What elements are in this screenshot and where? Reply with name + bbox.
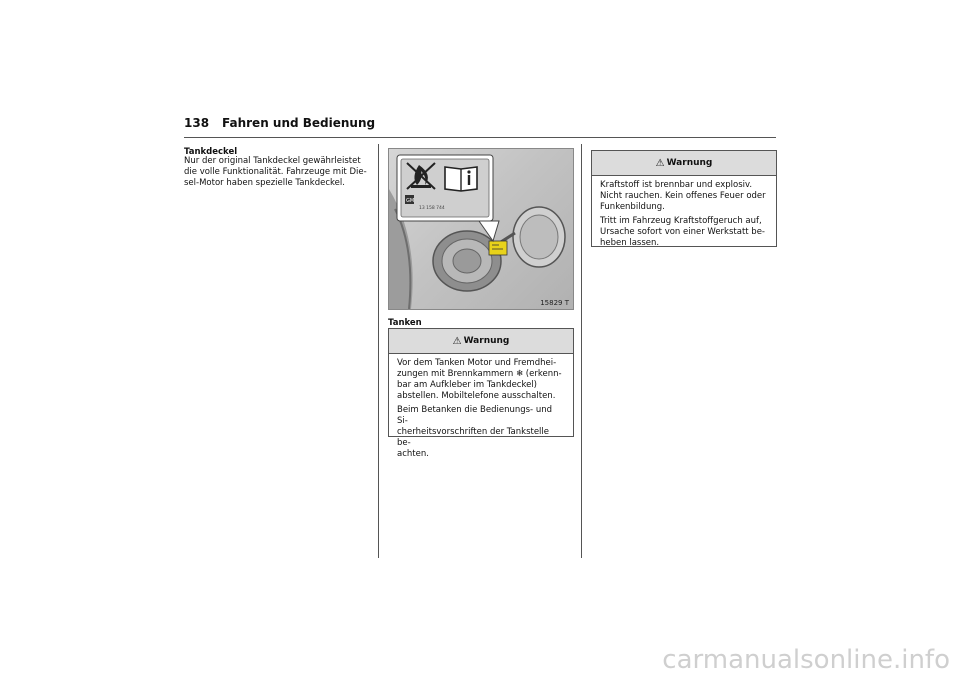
warning-paragraph [397, 358, 565, 402]
warning-heading: Warnung [666, 158, 713, 168]
gm-logo-text: GM [406, 198, 415, 204]
warning-paragraph [600, 180, 768, 213]
text-line: Nicht rauchen. Kein offenes Feuer oder [600, 191, 766, 201]
refuelling-warning-box [388, 328, 574, 459]
page-number: 138 [184, 116, 210, 130]
warning-sticker [489, 241, 507, 255]
warning-body [592, 176, 776, 253]
warning-triangle-icon: ⚠ [655, 157, 665, 169]
text-line: abstellen. Mobiltelefone ausschalten. [397, 391, 556, 401]
fuel-cap-text [184, 156, 374, 189]
text-line: Vor dem Tanken Motor und Fremdhei- [397, 358, 557, 368]
watermark: carmanualsonline.info [662, 645, 950, 675]
figure-code: 15829 T [540, 299, 569, 307]
warning-body [389, 354, 573, 464]
text-line: bar am Aufkleber im Tankdeckel) [397, 380, 537, 390]
warning-header [592, 151, 776, 176]
text-line: die volle Funktionalität. Fahrzeuge mit Die- [184, 167, 367, 177]
text-line: Funkenbildung. [600, 202, 665, 212]
text-line: zungen mit Brennkammern ❄ (erkenn- [397, 369, 562, 379]
text-line: heben lassen. [600, 238, 660, 248]
fuel-cap-drawing [389, 149, 573, 309]
fuel-cap-illustration [388, 148, 574, 310]
warning-header [389, 329, 573, 354]
text-line: sel-Motor haben spezielle Tankdeckel. [184, 178, 345, 188]
text-line: Tritt im Fahrzeug Kraftstoffgeruch auf, [600, 216, 762, 226]
text-line: Beim Betanken die Bedienungs- und Si- [397, 405, 552, 426]
text-line: Nur der original Tankdeckel gewährleistet [184, 156, 361, 166]
fuel-hazard-warning-box [591, 150, 777, 247]
text-line: achten. [397, 449, 429, 459]
sticker-part-number: 13 158 744 [419, 206, 445, 211]
chapter-title: Fahren und Bedienung [222, 116, 376, 130]
text-line: cherheitsvorschriften der Tankstelle be- [397, 427, 550, 448]
warning-paragraph [600, 216, 768, 249]
text-line: Kraftstoff ist brennbar und explosiv. [600, 180, 753, 190]
section-title-fuel-cap: Tankdeckel [184, 147, 238, 157]
warning-paragraph [397, 405, 565, 460]
warning-triangle-icon: ⚠ [452, 335, 462, 347]
warning-heading: Warnung [463, 336, 510, 346]
column-divider [378, 144, 379, 558]
header-rule [184, 137, 776, 138]
column-divider [581, 144, 582, 558]
section-title-refuelling: Tanken [388, 318, 422, 328]
info-book-symbol [445, 167, 477, 191]
text-line: Ursache sofort von einer Werkstatt be- [600, 227, 766, 237]
